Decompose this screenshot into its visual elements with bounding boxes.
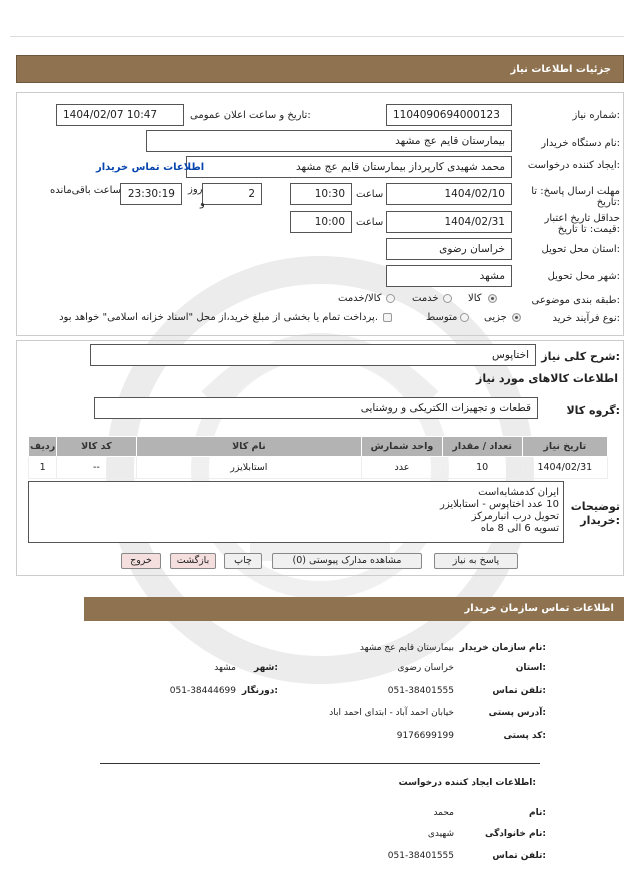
- buyer-note-line: تسویه 6 الی 8 ماه: [480, 523, 559, 534]
- cell-code: --: [57, 457, 136, 479]
- validity-label: حداقل تاریخ اعتبار قیمت: تا تاریخ:: [544, 213, 620, 235]
- cell-row: 1: [29, 457, 57, 479]
- and-label: و: [200, 198, 205, 209]
- exit-button[interactable]: خروج: [121, 553, 161, 569]
- contact-address-value: خیابان احمد آباد - ابتدای احمد اباد: [329, 708, 454, 718]
- goods-title: اطلاعات کالاهای مورد نیاز: [476, 372, 618, 385]
- validity-time-label: ساعت: [356, 217, 384, 228]
- category-label: طبقه بندی موضوعی:: [531, 295, 620, 306]
- need-number-label: شماره نیاز:: [572, 110, 620, 121]
- contact-province-label: استان:: [515, 663, 546, 673]
- buyer-note-line: ایران کدمشابه‌است: [478, 487, 559, 498]
- col-name: نام کالا: [136, 437, 362, 457]
- announce-field: 1404/02/07 10:47: [56, 104, 184, 126]
- day-label: روز: [188, 184, 203, 195]
- cell-date: 1404/02/31: [522, 457, 607, 479]
- category-service-radio[interactable]: [443, 294, 452, 303]
- contact-province-value: خراسان رضوی: [397, 663, 454, 673]
- creator-field: محمد شهیدی کارپرداز بیمارستان قایم عج مشهد: [186, 156, 512, 178]
- contact-city-label: شهر:: [254, 663, 278, 673]
- col-date: تاریخ نیاز: [522, 437, 607, 457]
- section-divider: [100, 763, 540, 764]
- contact-phone-value: 051-38401555: [387, 686, 454, 696]
- buyer-note-line: تحویل درب انبارمرکز: [471, 511, 559, 522]
- table-row: [29, 457, 608, 479]
- contact-fax-value: 051-38444699: [169, 686, 236, 696]
- category-both-label: کالا/خدمت: [338, 293, 382, 304]
- group-field: قطعات و تجهیزات الکتریکی و روشنایی: [94, 397, 538, 419]
- remaining-time-label: ساعت باقی‌مانده: [50, 185, 122, 196]
- contact-section-title: اطلاعات تماس سازمان خریدار: [84, 597, 624, 621]
- reply-button[interactable]: پاسخ به نیاز: [434, 553, 518, 569]
- contact-phone-label: تلفن تماس:: [492, 686, 546, 696]
- creator-family-value: شهیدی: [427, 829, 454, 839]
- province-label: استان محل تحویل:: [541, 244, 620, 255]
- buyer-note-line: 10 عدد اختاپوس - استابلایزر: [439, 499, 559, 510]
- buyer-notes-label: توضیحات خریدار:: [570, 500, 620, 527]
- buyer-notes-box: [28, 481, 564, 543]
- summary-label: شرح کلی نیاز:: [541, 350, 620, 363]
- print-button[interactable]: چاپ: [224, 553, 262, 569]
- need-number-field: 1104090694000123: [386, 104, 512, 126]
- col-code: کد کالا: [57, 437, 136, 457]
- category-goods-label: کالا: [468, 293, 482, 304]
- treasury-checkbox[interactable]: [383, 313, 392, 322]
- days-remaining-field: 2: [202, 183, 262, 205]
- purchase-partial-label: جزیی: [484, 312, 507, 323]
- top-divider: [10, 36, 624, 37]
- cell-name: استابلایزر: [136, 457, 362, 479]
- deadline-date-field: 1404/02/10: [386, 183, 512, 205]
- validity-time-field: 10:00: [290, 211, 352, 233]
- contact-fax-label: دورنگار:: [241, 686, 278, 696]
- buyer-org-field: بیمارستان قایم عج مشهد: [146, 130, 512, 152]
- creator-info-title: اطلاعات ایجاد کننده درخواست:: [398, 778, 536, 788]
- cell-unit: عدد: [362, 457, 443, 479]
- summary-field: اختاپوس: [90, 344, 536, 366]
- purchase-medium-radio[interactable]: [460, 313, 469, 322]
- validity-date-field: 1404/02/31: [386, 211, 512, 233]
- remaining-time-field: 23:30:19: [120, 183, 182, 205]
- buyer-org-label: نام دستگاه خریدار:: [541, 138, 620, 149]
- category-service-label: خدمت: [412, 293, 439, 304]
- treasury-note: پرداخت تمام یا بخشی از مبلغ خرید،از محل "اسناد خزانه اسلامی" خواهد بود.: [59, 312, 378, 323]
- contact-postal-value: 9176699199: [396, 731, 454, 741]
- contact-postal-label: کد پستی:: [503, 731, 546, 741]
- announce-label: تاریخ و ساعت اعلان عمومی:: [190, 110, 311, 121]
- page-title: جزئیات اطلاعات نیاز: [16, 55, 624, 83]
- col-qty: تعداد / مقدار: [442, 437, 522, 457]
- buyer-contact-link[interactable]: اطلاعات تماس خریدار: [96, 162, 205, 173]
- group-label: گروه کالا:: [566, 404, 620, 417]
- contact-city-value: مشهد: [214, 663, 236, 673]
- purchase-partial-radio[interactable]: [512, 313, 521, 322]
- deadline-time-label: ساعت: [356, 189, 384, 200]
- deadline-label: مهلت ارسال پاسخ: تا تاریخ:: [531, 186, 620, 208]
- contact-org-value: بیمارستان قایم عج مشهد: [359, 643, 454, 653]
- back-button[interactable]: بازگشت: [170, 553, 216, 569]
- col-unit: واحد شمارش: [362, 437, 443, 457]
- city-label: شهر محل تحویل:: [547, 271, 620, 282]
- purchase-type-label: نوع فرآیند خرید:: [552, 313, 620, 324]
- creator-family-label: نام خانوادگی:: [484, 829, 546, 839]
- deadline-time-field: 10:30: [290, 183, 352, 205]
- province-field: خراسان رضوی: [386, 238, 512, 260]
- goods-table: [28, 436, 608, 479]
- attachments-button[interactable]: مشاهده مدارک پیوستی (0): [272, 553, 422, 569]
- creator-phone-value: 051-38401555: [387, 851, 454, 861]
- contact-address-label: آدرس پستی:: [488, 708, 546, 718]
- creator-phone-label: تلفن تماس:: [492, 851, 546, 861]
- category-both-radio[interactable]: [386, 294, 395, 303]
- creator-name-value: محمد: [433, 808, 454, 818]
- city-field: مشهد: [386, 265, 512, 287]
- category-goods-radio[interactable]: [488, 294, 497, 303]
- creator-name-label: نام:: [529, 808, 546, 818]
- cell-qty: 10: [442, 457, 522, 479]
- purchase-medium-label: متوسط: [426, 312, 458, 323]
- col-row: ردیف: [29, 437, 57, 457]
- contact-org-label: نام سازمان خریدار:: [459, 643, 546, 653]
- creator-label: ایجاد کننده درخواست:: [527, 160, 620, 171]
